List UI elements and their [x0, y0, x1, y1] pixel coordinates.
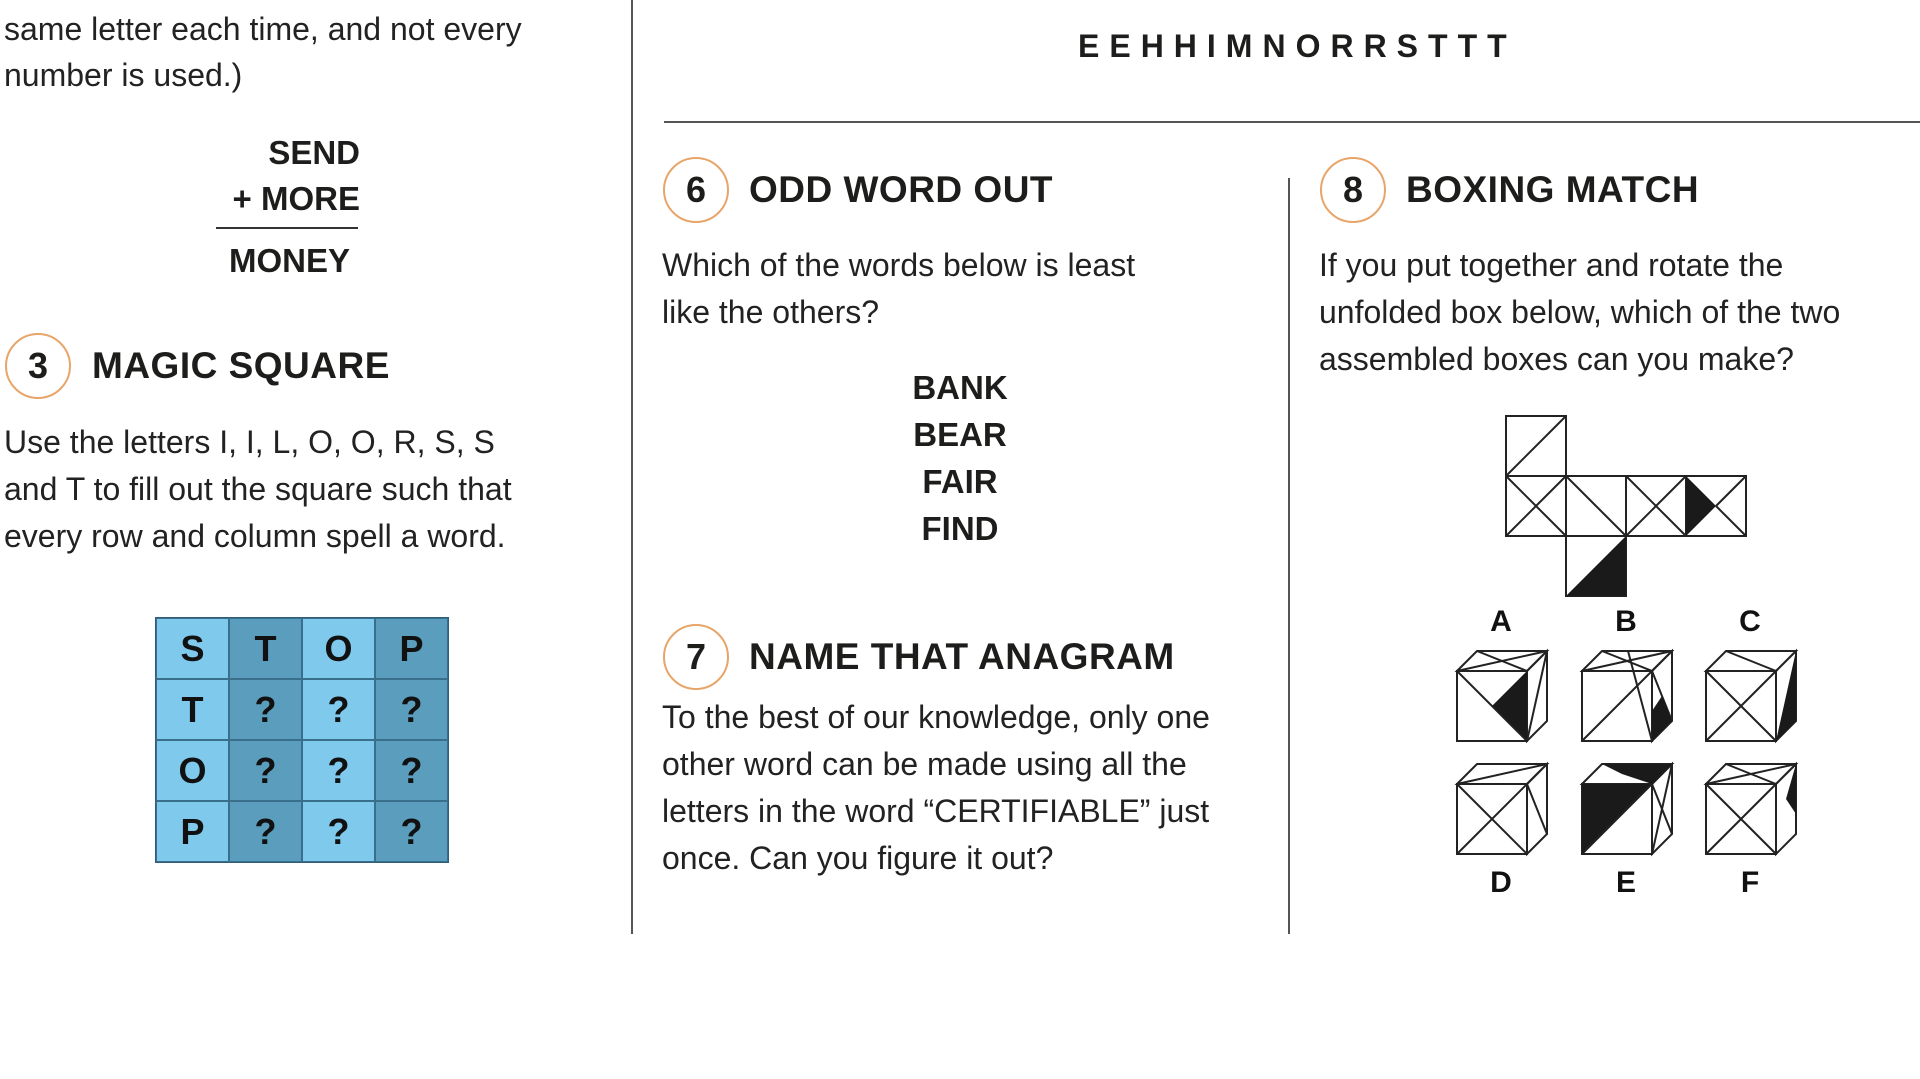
magic-square-cell: ?	[302, 679, 375, 740]
option-label-d: D	[1490, 866, 1512, 899]
puzzle-6-text-2: like the others?	[662, 294, 880, 330]
magic-square-cell: ?	[302, 740, 375, 801]
magic-square-cell: P	[156, 801, 229, 862]
sum-result: MONEY	[228, 242, 350, 279]
cube-option-e	[1578, 758, 1678, 858]
puzzle-3-title: MAGIC SQUARE	[92, 345, 390, 386]
puzzle-6-title: ODD WORD OUT	[749, 169, 1054, 210]
magic-square-cell: S	[156, 618, 229, 679]
word-item: FAIR	[922, 463, 998, 500]
sum-line-1: SEND	[268, 134, 360, 171]
magic-square-cell: ?	[229, 801, 302, 862]
intro-line-1: same letter each time, and not every	[4, 11, 522, 47]
magic-square-cell: ?	[302, 801, 375, 862]
magic-square-cell: O	[302, 618, 375, 679]
puzzle-7-text-1: To the best of our knowledge, only one	[662, 699, 1210, 735]
word-item: FIND	[921, 510, 999, 547]
magic-square-grid	[155, 617, 449, 863]
magic-square-cell: P	[375, 618, 448, 679]
cube-option-f	[1702, 758, 1802, 858]
option-label-a: A	[1490, 605, 1512, 638]
magic-square-cell: T	[229, 618, 302, 679]
option-label-f: F	[1740, 866, 1760, 899]
option-label-c: C	[1739, 605, 1761, 638]
puzzle-7-number: 7	[663, 624, 729, 690]
sum-rule	[216, 227, 358, 229]
unfolded-box-net	[1500, 412, 1760, 602]
puzzle-8-number: 8	[1320, 157, 1386, 223]
puzzle-8-text-1: If you put together and rotate the	[1319, 247, 1784, 283]
option-label-e: E	[1615, 866, 1636, 899]
magic-square-cell: T	[156, 679, 229, 740]
word-item: BEAR	[913, 416, 1007, 453]
puzzle-7-text-2: other word can be made using all the	[662, 746, 1187, 782]
anagram-letters: EEHHIMNORRSTTT	[1078, 28, 1517, 64]
puzzle-7-text-3: letters in the word “CERTIFIABLE” just	[662, 793, 1210, 829]
puzzle-6-text-1: Which of the words below is least	[662, 247, 1136, 283]
magic-square-cell: ?	[229, 679, 302, 740]
intro-line-2: number is used.)	[4, 57, 243, 93]
puzzle-6-number: 6	[663, 157, 729, 223]
word-item: BANK	[912, 369, 1008, 406]
odd-word-list	[860, 364, 1060, 552]
puzzle-3-number: 3	[5, 333, 71, 399]
puzzle-8-text-3: assembled boxes can you make?	[1319, 341, 1794, 377]
puzzle-7-text-4: once. Can you figure it out?	[662, 840, 1054, 876]
section-rule	[664, 121, 1920, 123]
option-label-b: B	[1615, 605, 1637, 638]
cube-option-b	[1578, 645, 1678, 745]
magic-square-cell: ?	[375, 740, 448, 801]
puzzle-8-title: BOXING MATCH	[1406, 169, 1700, 210]
magic-square-cell: ?	[229, 740, 302, 801]
column-divider-2	[1288, 178, 1290, 934]
puzzle-7-title: NAME THAT ANAGRAM	[749, 636, 1175, 677]
magic-square-cell: ?	[375, 679, 448, 740]
puzzle-8-text-2: unfolded box below, which of the two	[1319, 294, 1841, 330]
puzzle-3-text-1: Use the letters I, I, L, O, O, R, S, S	[4, 424, 495, 460]
sum-puzzle	[210, 130, 360, 222]
sum-line-2: + MORE	[232, 180, 360, 217]
cube-option-a	[1453, 645, 1553, 745]
magic-square-cell: ?	[375, 801, 448, 862]
column-divider-1	[631, 0, 633, 934]
puzzle-3-text-3: every row and column spell a word.	[4, 518, 506, 554]
cube-option-d	[1453, 758, 1553, 858]
magic-square-cell: O	[156, 740, 229, 801]
cube-option-c	[1702, 645, 1802, 745]
puzzle-3-text-2: and T to fill out the square such that	[4, 471, 512, 507]
